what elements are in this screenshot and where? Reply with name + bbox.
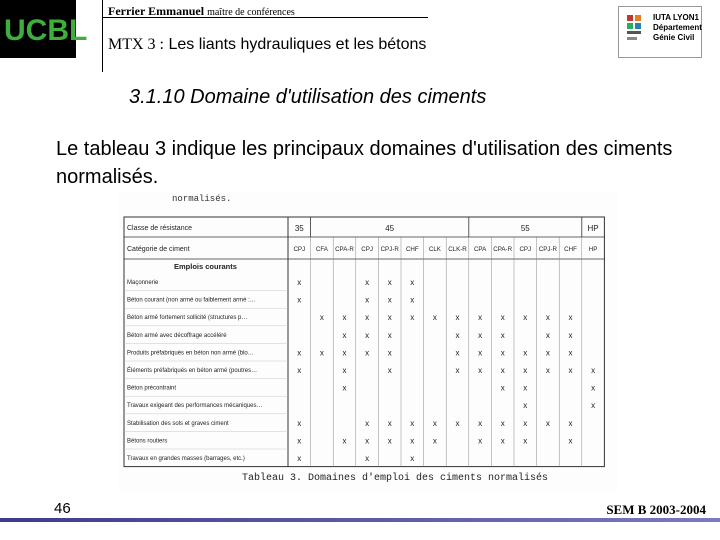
iut-logo-line3: Génie Civil [653, 33, 695, 42]
class-label: 35 [294, 224, 304, 233]
row-label: Stabilisation des sols et graves ciment [127, 420, 229, 427]
body-paragraph: Le tableau 3 indique les principaux domaines d'utilisation des ciments normalisés. [56, 138, 673, 188]
usage-mark: x [591, 366, 596, 375]
usage-mark: x [523, 436, 528, 446]
usage-mark: x [545, 330, 550, 340]
usage-mark: x [365, 348, 370, 358]
usage-mark: x [478, 418, 483, 428]
usage-mark: x [500, 366, 505, 375]
iut-logo-line1: IUTA LYON1 [653, 13, 699, 22]
usage-mark: x [365, 418, 370, 428]
usage-mark: x [410, 418, 415, 428]
usage-mark: x [545, 348, 550, 358]
column-header: CLK-R [448, 246, 467, 253]
category-row-label: Catégorie de ciment [127, 246, 190, 253]
usage-mark: x [478, 366, 483, 375]
usage-mark: x [455, 348, 460, 358]
usage-mark: x [410, 436, 415, 446]
column-header: CPJ [519, 246, 532, 253]
usage-mark: x [410, 454, 415, 463]
usage-mark: x [365, 313, 370, 323]
usage-mark: x [387, 348, 392, 358]
usage-mark: x [568, 366, 573, 375]
usage-mark: x [568, 313, 573, 323]
cement-usage-table-scan [118, 193, 618, 491]
row-label: Béton précontraint [127, 385, 177, 392]
usage-mark: x [545, 313, 550, 323]
usage-mark: x [342, 348, 347, 358]
iut-logo-text [653, 13, 702, 43]
usage-mark: x [387, 418, 392, 428]
usage-mark: x [568, 418, 573, 428]
iut-emblem-icon [625, 13, 651, 51]
usage-mark: x [387, 278, 392, 287]
usage-mark: x [342, 383, 347, 393]
usage-mark: x [455, 418, 460, 428]
usage-mark: x [500, 313, 505, 323]
usage-mark: x [365, 330, 370, 340]
usage-mark: x [478, 313, 483, 323]
iut-logo-line2: Département [653, 23, 702, 32]
usage-mark: x [365, 295, 370, 305]
cement-usage-table [118, 193, 618, 473]
column-header: CLK [428, 246, 441, 253]
author-line [108, 4, 295, 19]
author-role: maître de conférences [207, 7, 295, 18]
usage-mark: x [478, 436, 483, 446]
column-header: CPA [473, 246, 487, 253]
usage-mark: x [591, 401, 596, 411]
usage-mark: x [523, 418, 528, 428]
row-label: Béton armé avec décoffrage accéléré [127, 332, 227, 339]
column-header: CHF [405, 246, 419, 253]
usage-mark: x [387, 366, 392, 375]
header-divider-vertical [102, 0, 103, 72]
usage-mark: x [500, 436, 505, 446]
usage-mark: x [523, 401, 528, 411]
column-header: CHF [564, 246, 577, 253]
usage-mark: x [591, 383, 596, 393]
row-label: Béton armé fortement sollicité (structures p… [127, 315, 248, 322]
usage-mark: x [342, 366, 347, 375]
usage-mark: x [455, 330, 460, 340]
usage-mark: x [297, 348, 302, 358]
usage-mark: x [319, 348, 324, 358]
ucbl-logo-text: UCBL [4, 14, 88, 47]
usage-mark: x [410, 278, 415, 287]
usage-mark: x [297, 436, 302, 446]
footer-bar [0, 518, 720, 522]
group-header: Emplois courants [174, 262, 237, 271]
usage-mark: x [545, 366, 550, 375]
usage-mark: x [387, 436, 392, 446]
class-row-label: Classe de résistance [127, 225, 192, 232]
usage-mark: x [478, 348, 483, 358]
column-header: HP [588, 246, 598, 253]
column-header: CPJ [293, 246, 306, 253]
page-number: 46 [54, 500, 71, 517]
column-header: CPJ-R [380, 246, 399, 253]
usage-mark: x [410, 313, 415, 323]
usage-mark: x [478, 330, 483, 340]
table-caption: Tableau 3. Domaines d'emploi des ciments normalisés [242, 473, 549, 484]
usage-mark: x [365, 278, 370, 287]
author-name: Ferrier Emmanuel [108, 4, 205, 18]
usage-mark: x [568, 436, 573, 446]
usage-mark: x [342, 330, 347, 340]
column-header: CPA-R [335, 246, 354, 253]
usage-mark: x [365, 436, 370, 446]
usage-mark: x [455, 366, 460, 375]
usage-mark: x [455, 313, 460, 323]
class-label: 45 [385, 224, 395, 233]
section-title: 3.1.10 Domaine d'utilisation des ciments [129, 86, 487, 108]
usage-mark: x [500, 418, 505, 428]
iut-logo [618, 6, 702, 58]
usage-mark: x [545, 418, 550, 428]
table-frame [124, 217, 604, 467]
course-name: Les liants hydrauliques et les bétons [168, 36, 427, 53]
usage-mark: x [387, 295, 392, 305]
row-label: Bétons routiers [127, 438, 168, 445]
usage-mark: x [500, 348, 505, 358]
usage-mark: x [297, 278, 302, 287]
usage-mark: x [342, 436, 347, 446]
class-label: HP [587, 224, 599, 233]
usage-mark: x [500, 383, 505, 393]
usage-mark: x [523, 366, 528, 375]
usage-mark: x [297, 366, 302, 375]
usage-mark: x [297, 295, 302, 305]
usage-mark: x [500, 330, 505, 340]
ucbl-logo [0, 0, 88, 58]
usage-mark: x [432, 436, 437, 446]
usage-mark: x [568, 348, 573, 358]
course-code: MTX 3 : [108, 36, 164, 53]
column-header: CPJ-R [538, 246, 558, 253]
usage-mark: x [523, 313, 528, 323]
usage-mark: x [568, 330, 573, 340]
column-header: CPJ [361, 246, 373, 253]
column-header: CFA [315, 246, 328, 253]
usage-mark: x [410, 295, 415, 305]
row-label: Travaux en grandes masses (barrages, etc.) [127, 456, 245, 462]
usage-mark: x [387, 313, 392, 323]
usage-mark: x [319, 313, 324, 323]
row-label: Maçonnerie [127, 280, 159, 286]
row-label: Produits préfabriqués en béton non armé (blo… [127, 350, 254, 357]
usage-mark: x [523, 383, 528, 393]
usage-mark: x [297, 454, 302, 463]
class-label: 55 [520, 224, 530, 233]
usage-mark: x [432, 418, 437, 428]
session-label: SEM B 2003-2004 [606, 502, 706, 517]
usage-mark: x [342, 313, 347, 323]
row-label: Béton courant (non armé ou faiblement armé :… [127, 297, 256, 304]
course-title [108, 36, 426, 54]
row-label: Éléments préfabriqués en béton armé (poutres… [127, 368, 258, 374]
usage-mark: x [523, 348, 528, 358]
column-header: CPA-R [493, 246, 513, 253]
usage-mark: x [297, 418, 302, 428]
usage-mark: x [432, 313, 437, 323]
usage-mark: x [387, 330, 392, 340]
usage-mark: x [365, 454, 370, 463]
table-caption-top: normalisés. [172, 194, 232, 204]
row-label: Travaux exigeant des performances mécaniques… [127, 403, 263, 410]
